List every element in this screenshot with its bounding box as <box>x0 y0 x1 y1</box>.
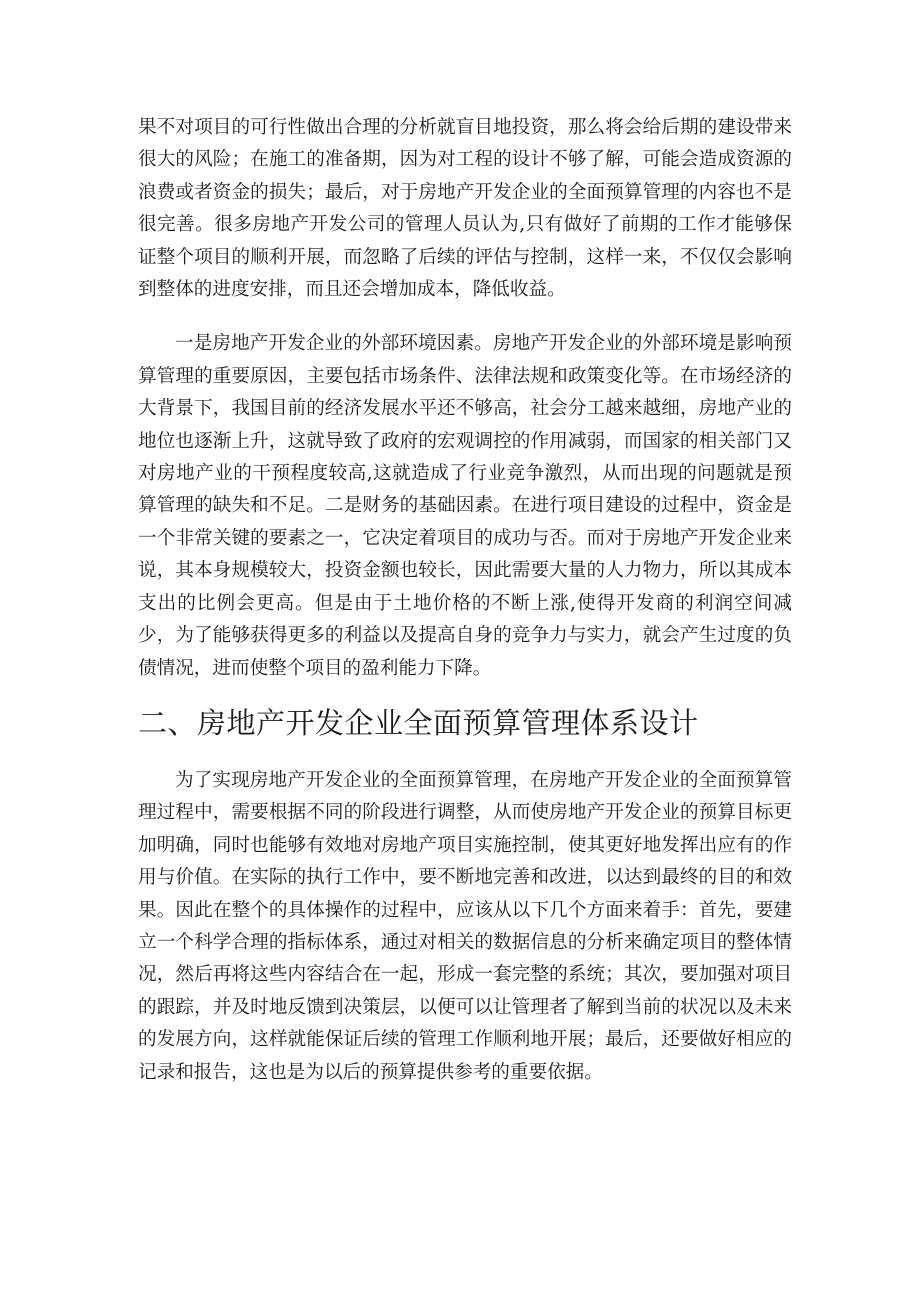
paragraph-external-factors: 一是房地产开发企业的外部环境因素。房地产开发企业的外部环境是影响预算管理的重要原因，主要包括市场条件、法律法规和政策变化等。在市场经济的大背景下，我国目前的经济发展水平还不够高，社会分工越来越细，房地产业的地位也逐渐上升，这就导致了政府的宏观调控的作用减弱，而国家的相关部门又对房地产业的干预程度较高,这就造成了行业竞争激烈，从而出现的问题就是预算管理的缺失和不足。二是财务的基础因素。在进行项目建设的过程中，资金是一个非常关键的要素之一，它决定着项目的成功与否。而对于房地产开发企业来说，其本身规模较大，投资金额也较长，因此需要大量的人力物力，所以其成本支出的比例会更高。但是由于土地价格的不断上涨,使得开发商的利润空间减少，为了能够获得更多的利益以及提高自身的竞争力与实力，就会产生过度的负债情况，进而使整个项目的盈利能力下降。 <box>138 333 792 679</box>
paragraph-system-design: 为了实现房地产开发企业的全面预算管理，在房地产开发企业的全面预算管理过程中，需要根据不同的阶段进行调整，从而使房地产开发企业的预算目标更加明确，同时也能够有效地对房地产项目实施控制，使其更好地发挥出应有的作用与价值。在实际的执行工作中，要不断地完善和改进，以达到最终的目的和效果。因此在整个的具体操作的过程中，应该从以下几个方面来着手：首先，要建立一个科学合理的指标体系，通过对相关的数据信息的分析来确定项目的整体情况，然后再将这些内容结合在一起，形成一套完整的系统；其次，要加强对项目的跟踪，并及时地反馈到决策层，以便可以让管理者了解到当前的状况以及未来的发展方向，这样就能保证后续的管理工作顺利地开展；最后，还要做好相应的记录和报告，这也是为以后的预算提供参考的重要依据。 <box>138 769 792 1083</box>
document-page <box>138 112 792 1089</box>
paragraph-continuation: 果不对项目的可行性做出合理的分析就盲目地投资，那么将会给后期的建设带来很大的风险；在施工的准备期，因为对工程的设计不够了解，可能会造成资源的浪费或者资金的损失；最后，对于房地产开发企业的全面预算管理的内容也不是很完善。很多房地产开发公司的管理人员认为,只有做好了前期的工作才能够保证整个项目的顺利开展，而忽略了后续的评估与控制，这样一来，不仅仅会影响到整体的进度安排，而且还会增加成本，降低收益。 <box>138 117 792 301</box>
section-heading: 二、房地产开发企业全面预算管理体系设计 <box>138 705 699 740</box>
